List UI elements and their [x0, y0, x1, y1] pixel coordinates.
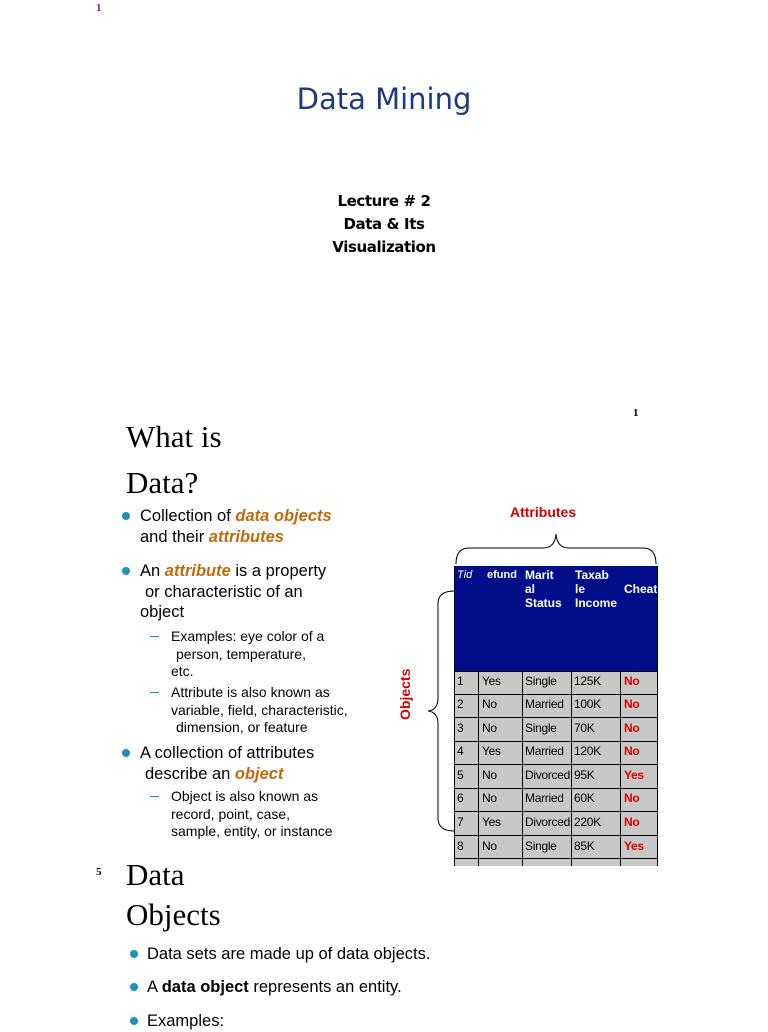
attributes-label: Attributes — [510, 504, 577, 520]
objects-brace-icon — [424, 590, 456, 832]
cell-status: Divorced — [525, 815, 570, 829]
keyword-attribute: attribute — [164, 562, 231, 580]
cell-tid: 3 — [457, 721, 464, 735]
cell-status: Married — [525, 697, 564, 711]
page-number: 1 — [96, 2, 102, 14]
bullet-dot — [122, 512, 130, 520]
bullet-data-sets: Data sets are made up of data objects. — [147, 945, 431, 963]
keyword-data-objects: data objects — [235, 507, 332, 525]
heading-line2: Data? — [126, 465, 199, 500]
bold-text: data object — [161, 978, 249, 996]
sub-bullet-dash — [150, 692, 159, 693]
cell-cheat: No — [624, 697, 640, 711]
keyword-object: object — [234, 764, 284, 783]
lecture-subtitle-line1: Data & Its — [343, 215, 425, 233]
cell-refund: No — [482, 697, 497, 711]
heading-line1: Data — [126, 862, 185, 892]
cell-refund: Yes — [482, 674, 501, 688]
cell-status: Single — [525, 839, 557, 853]
header-refund: efund — [487, 569, 517, 581]
text: An — [140, 562, 165, 580]
attributes-brace-icon — [455, 530, 657, 566]
sub-bullet-also-known — [171, 684, 348, 737]
page-number: 5 — [96, 866, 102, 878]
header-text: le — [575, 582, 586, 596]
grid-line — [454, 788, 658, 789]
text: A collection of attributes — [140, 744, 315, 762]
text: or characteristic of an — [145, 582, 303, 601]
grid-line — [454, 764, 658, 765]
cell-tid: 6 — [457, 791, 464, 805]
heading-clip — [126, 424, 326, 454]
grid-line — [454, 858, 658, 859]
cell-status: Divorced — [525, 768, 570, 782]
text: object — [140, 603, 185, 621]
text: etc. — [171, 663, 194, 679]
sub-bullet-examples — [171, 628, 324, 681]
header-text: Income — [575, 596, 618, 610]
grid-line — [454, 717, 658, 718]
cell-tid: 4 — [457, 744, 464, 758]
grid-line — [620, 671, 621, 866]
text: describe an — [145, 764, 235, 783]
bullet-collection-attributes — [140, 743, 314, 784]
sub-bullet-dash — [150, 636, 159, 637]
objects-label: Objects — [397, 668, 413, 720]
cell-status: Married — [525, 744, 564, 758]
cell-tid: 7 — [457, 815, 464, 829]
cell-income: 95K — [574, 768, 595, 782]
slide-title: Data Mining — [296, 82, 472, 116]
header-tid: Tid — [457, 569, 473, 581]
sub-bullet-dash — [150, 796, 159, 797]
cell-refund: No — [482, 721, 497, 735]
text: represents an entity. — [248, 978, 402, 996]
keyword-attributes: attributes — [208, 527, 284, 546]
grid-line — [454, 741, 658, 742]
header-cheat: Cheat — [624, 582, 658, 596]
text: Object is also known as — [171, 788, 319, 804]
cell-income: 125K — [574, 674, 601, 688]
header-text: Status — [525, 596, 562, 610]
cell-status: Single — [525, 674, 557, 688]
text: dimension, or feature — [176, 719, 308, 735]
bullet-attribute — [140, 561, 326, 623]
text: sample, entity, or instance — [171, 823, 333, 839]
heading-line1: What is — [126, 424, 222, 454]
cell-income: 70K — [574, 721, 595, 735]
text: A — [147, 978, 162, 996]
header-text: al — [525, 582, 536, 596]
heading-clip — [126, 862, 326, 892]
cell-cheat: No — [624, 744, 640, 758]
cell-cheat: No — [624, 791, 640, 805]
grid-line — [454, 811, 658, 812]
cell-cheat: Yes — [624, 839, 644, 853]
cell-income: 85K — [574, 839, 595, 853]
grid-line — [454, 671, 658, 672]
header-text: Taxab — [575, 568, 609, 582]
grid-line — [454, 566, 455, 866]
grid-line — [454, 835, 658, 836]
cell-tid: 5 — [457, 768, 464, 782]
text: person, temperature, — [176, 645, 306, 662]
text: variable, field, characteristic, — [171, 701, 348, 718]
sub-bullet-object-known — [171, 788, 333, 841]
cell-refund: Yes — [482, 744, 501, 758]
grid-line — [478, 671, 479, 866]
cell-income: 220K — [574, 815, 601, 829]
cell-status: Married — [525, 791, 564, 805]
grid-line — [571, 671, 572, 866]
text: is a property — [230, 562, 327, 580]
bullet-dot — [122, 749, 130, 757]
bullet-data-object — [147, 977, 402, 998]
cell-cheat: Yes — [624, 768, 644, 782]
bullet-collection — [140, 506, 332, 547]
text: record, point, case, — [171, 805, 291, 822]
bullet-examples: Examples: — [147, 1012, 225, 1030]
text: Collection of — [140, 507, 236, 525]
cell-tid: 2 — [457, 697, 464, 711]
data-table — [454, 566, 658, 866]
text: Examples: eye color of a — [171, 628, 325, 644]
header-text: Marit — [525, 568, 554, 582]
cell-refund: Yes — [482, 815, 501, 829]
cell-income: 120K — [574, 744, 601, 758]
lecture-number: Lecture # 2 — [337, 192, 431, 210]
grid-line — [657, 566, 658, 866]
text: Attribute is also known as — [171, 684, 330, 700]
cell-cheat: No — [624, 721, 640, 735]
grid-line — [454, 694, 658, 695]
bullet-dot — [130, 950, 138, 958]
cell-income: 100K — [574, 697, 601, 711]
cell-refund: No — [482, 839, 497, 853]
cell-refund: No — [482, 791, 497, 805]
bullet-dot — [130, 983, 138, 991]
lecture-subtitle-line2: Visualization — [332, 238, 436, 256]
header-marital-status — [525, 568, 562, 610]
cell-tid: 1 — [457, 674, 464, 688]
header-taxable-income — [575, 568, 617, 610]
cell-refund: No — [482, 768, 497, 782]
heading-line2: Objects — [126, 897, 221, 932]
cell-cheat: No — [624, 674, 640, 688]
text: and their — [140, 527, 209, 546]
cell-status: Single — [525, 721, 557, 735]
page-number: 1 — [633, 407, 639, 419]
cell-cheat: No — [624, 815, 640, 829]
cell-tid: 8 — [457, 839, 464, 853]
bullet-dot — [122, 567, 130, 575]
grid-line — [522, 671, 523, 866]
cell-income: 60K — [574, 791, 595, 805]
